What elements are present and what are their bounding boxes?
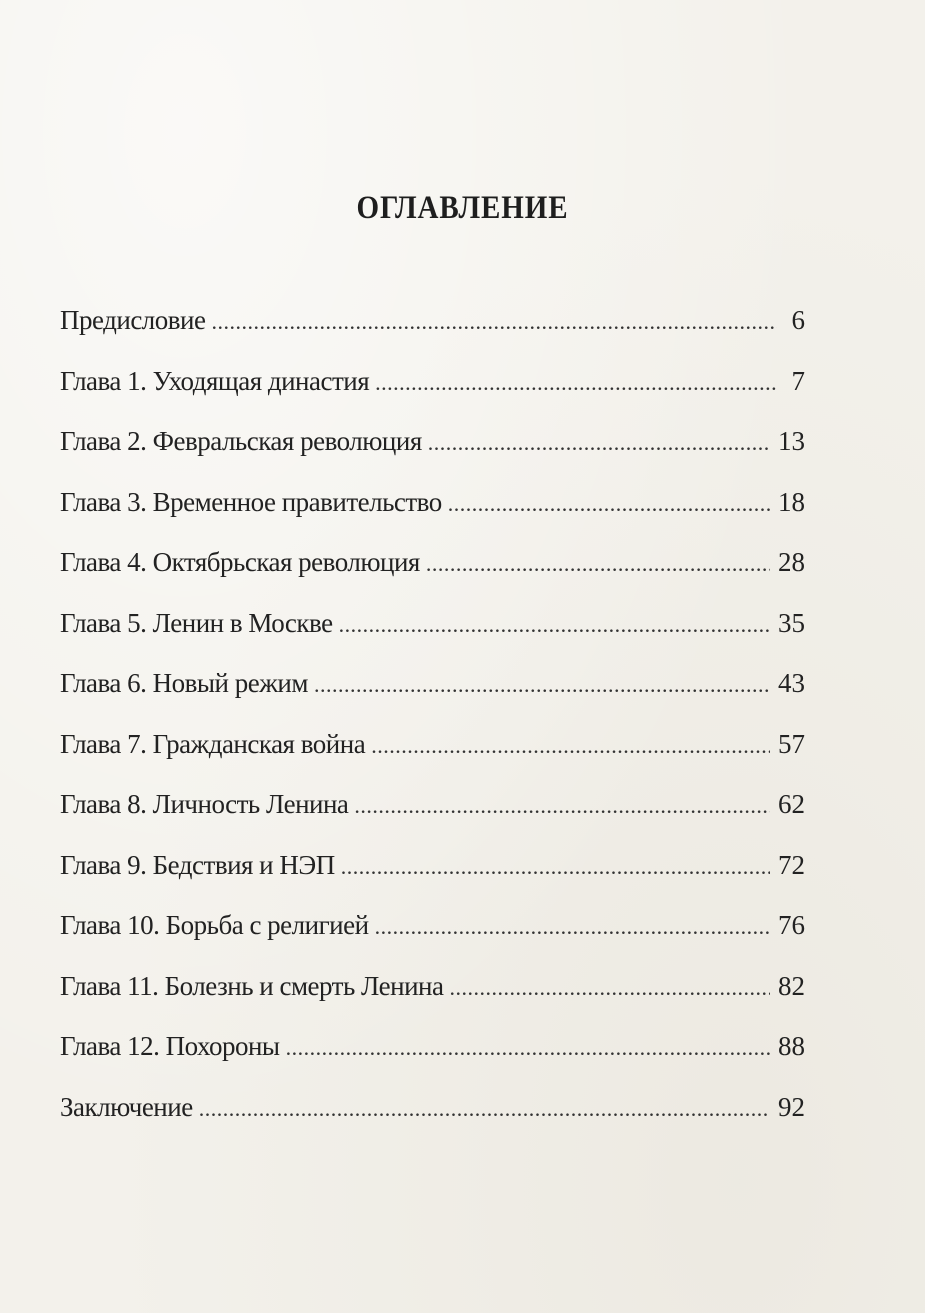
dot-leader	[375, 353, 777, 414]
toc-entry-page-number: 88	[778, 1031, 805, 1061]
dot-leader	[339, 595, 770, 656]
dot-leader	[426, 534, 770, 595]
toc-entry-chapter-10	[60, 895, 805, 956]
dot-leader	[448, 474, 770, 535]
toc-entry-page-number: 62	[778, 789, 805, 819]
toc-entry-label: Глава 10. Борьба с религией	[60, 910, 369, 940]
toc-entry-label: Глава 11. Болезнь и смерть Ленина	[60, 970, 444, 1001]
dot-leader	[375, 897, 770, 958]
toc-entry-label: Глава 8. Личность Ленина	[60, 789, 349, 819]
toc-entry-page-number: 18	[778, 486, 805, 517]
dot-leader	[371, 716, 770, 777]
toc-entry-page-number: 28	[778, 547, 805, 577]
toc-entry-chapter-4	[60, 532, 805, 593]
toc-entry-page-number: 43	[778, 668, 805, 698]
toc-entry-chapter-5	[60, 593, 805, 654]
toc-entry-chapter-9	[60, 835, 805, 896]
toc-entry-label: Глава 7. Гражданская война	[60, 728, 366, 759]
toc-entry-page-number: 72	[778, 849, 805, 880]
toc-entry-chapter-12	[60, 1016, 805, 1077]
toc-entry-label: Глава 1. Уходящая династия	[60, 365, 370, 396]
toc-entry-label: Глава 2. Февральская революция	[60, 426, 422, 456]
toc-entry-page-number: 82	[778, 970, 805, 1001]
toc-entry-page-number: 57	[778, 728, 805, 759]
dot-leader	[199, 1079, 770, 1140]
toc-entry-chapter-3	[60, 472, 805, 533]
toc-entry-chapter-6	[60, 653, 805, 714]
toc-entry-label: Глава 6. Новый режим	[60, 668, 308, 698]
toc-entry-label: Глава 5. Ленин в Москве	[60, 607, 333, 638]
dot-leader	[449, 958, 770, 1019]
toc-entry-label: Глава 9. Бедствия и НЭП	[60, 849, 335, 880]
toc-entry-page-number: 7	[791, 365, 805, 396]
toc-entry-chapter-1	[60, 351, 805, 412]
dot-leader	[341, 837, 770, 898]
toc-entry-label: Глава 12. Похороны	[60, 1031, 280, 1061]
toc-entry-page-number: 76	[778, 910, 805, 940]
table-of-contents	[60, 290, 805, 1137]
toc-entry-page-number: 6	[791, 305, 805, 335]
toc-entry-preface	[60, 290, 805, 351]
dot-leader	[354, 776, 770, 837]
toc-entry-chapter-11	[60, 956, 805, 1017]
toc-entry-label: Глава 4. Октябрьская революция	[60, 547, 420, 577]
page-title: ОГЛАВЛЕНИЕ	[356, 190, 569, 226]
toc-entry-label: Глава 3. Временное правительство	[60, 486, 442, 517]
toc-entry-label: Предисловие	[60, 305, 206, 335]
dot-leader	[211, 292, 777, 353]
toc-entry-page-number: 92	[778, 1091, 805, 1122]
toc-entry-chapter-7	[60, 714, 805, 775]
toc-entry-label: Заключение	[60, 1091, 193, 1122]
toc-entry-conclusion	[60, 1077, 805, 1138]
toc-entry-page-number: 35	[778, 607, 805, 638]
dot-leader	[314, 655, 770, 716]
toc-entry-page-number: 13	[778, 426, 805, 456]
toc-entry-chapter-8	[60, 774, 805, 835]
dot-leader	[428, 413, 770, 474]
dot-leader	[286, 1018, 770, 1079]
toc-entry-chapter-2	[60, 411, 805, 472]
